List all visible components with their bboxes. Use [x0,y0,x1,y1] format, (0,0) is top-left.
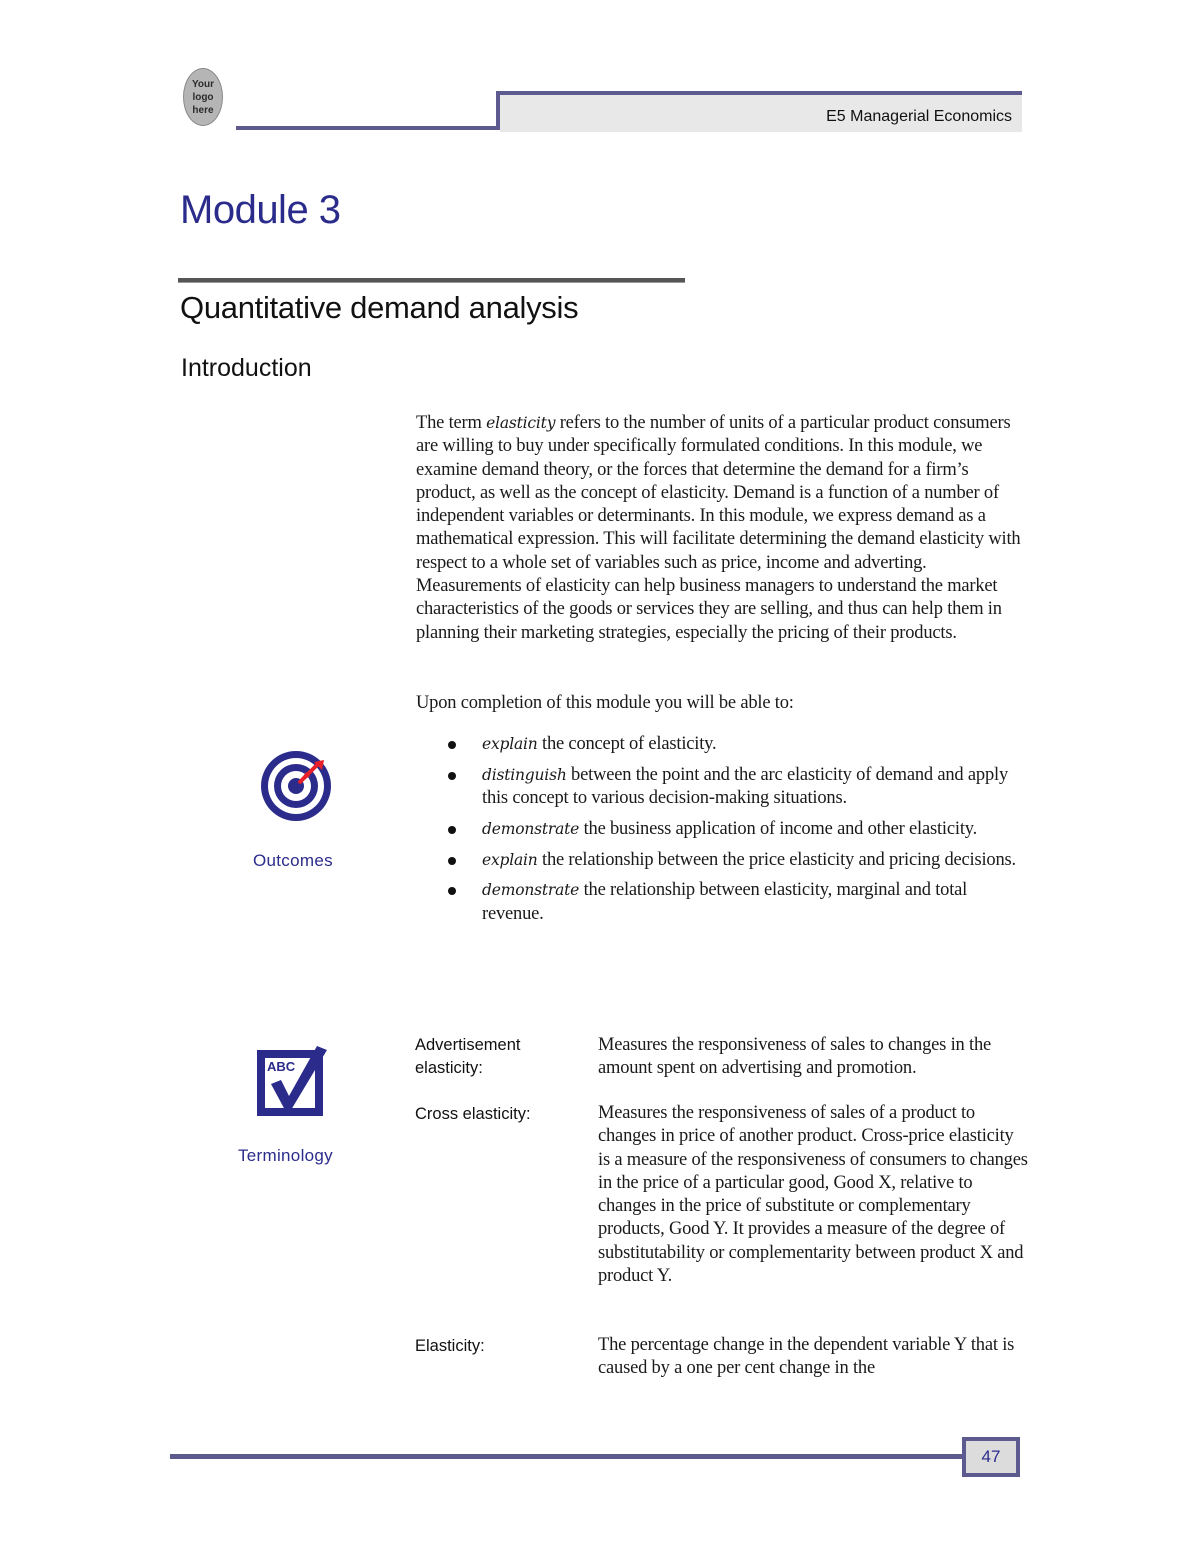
header-rule-left [236,126,500,130]
outcome-verb: distinguish [482,765,567,784]
module-title: Module 3 [180,188,341,232]
outcome-text: between the point and the arc elasticity of demand and apply this concept to various decision-making situations. [482,764,1009,809]
outcome-verb: demonstrate [482,819,580,838]
header-rule-step [496,91,500,130]
outcome-text: the relationship between the price elasticity and pricing decisions. [537,849,1016,870]
intro-pre: The term [416,413,487,433]
outcome-verb: demonstrate [482,881,580,900]
list-item [416,849,1016,872]
term-advertisement-elasticity: Advertisement elasticity: [415,1036,521,1077]
outcome-verb: explain [482,850,538,869]
outcome-text: the relationship between elasticity, marginal and total revenue. [482,880,968,924]
bullet-icon [448,772,456,780]
page-number: 47 [962,1437,1020,1477]
definition-advertisement-elasticity: Measures the responsiveness of sales to changes in the amount spent on advertising and promotion. [598,1035,992,1079]
outcomes-list [416,733,1016,934]
outcome-verb: explain [482,735,538,753]
header-rule-top [496,91,1022,95]
bullet-icon [448,741,456,749]
upon-completion-text: Upon completion of this module you will be able to: [416,693,794,713]
target-icon [258,746,336,826]
term-elasticity: Elasticity: [415,1337,485,1355]
definition-elasticity: The percentage change in the dependent variable Y that is caused by a one per cent change in the [598,1335,1015,1379]
list-item [416,733,1016,756]
module-subtitle: Quantitative demand analysis [180,290,579,325]
list-item [416,818,1016,841]
checkbox-text: ABC [267,1059,296,1074]
intro-post: refers to the number of units of a particular product consumers are willing to buy under specifically formulated conditions. In this module, we examine demand theory, or the forces that determine the demand for a firm’s product, as well as the concept of elasticity. Demand is a function of a number of independent variables or determinants. In this module, we express demand as a mathematical expression. This will facilitate determining the demand elasticity with respect to a whole set of variables such as price, income and adverting. Measurements of elasticity can help business managers to understand the market characteristics of the goods or services they are selling, and thus can help them in planning their marketing strategies, especially the pricing of their products. [416,413,1021,643]
term-cross-elasticity: Cross elasticity: [415,1105,531,1123]
outcome-text: the concept of elasticity. [537,734,717,754]
outcome-text: the business application of income and other elasticity. [579,818,978,839]
section-heading: Introduction [181,354,312,382]
intro-paragraph [416,412,1026,645]
definition-cross-elasticity: Measures the responsiveness of sales of a product to changes in price of another product. Cross-price elasticity is a measure of the responsiveness of consumers to changes in the price of a particular good, Good X, relative to changes in the price of substitute or complementary products, Good Y. It provides a measure of the degree of substitutability or complementarity between product X and product Y. [598,1103,1028,1287]
logo-placeholder: Your logo here [183,68,223,126]
outcomes-label: Outcomes [253,851,333,870]
course-title: E5 Managerial Economics [826,108,1012,125]
list-item [416,879,1016,926]
intro-term: elasticity [486,414,556,432]
bullet-icon [448,826,456,834]
checkbox-icon [255,1044,331,1120]
footer-rule [170,1454,962,1459]
bullet-icon [448,857,456,865]
list-item [416,764,1016,811]
terminology-label: Terminology [238,1146,333,1165]
bullet-icon [448,887,456,895]
title-divider [178,278,685,283]
